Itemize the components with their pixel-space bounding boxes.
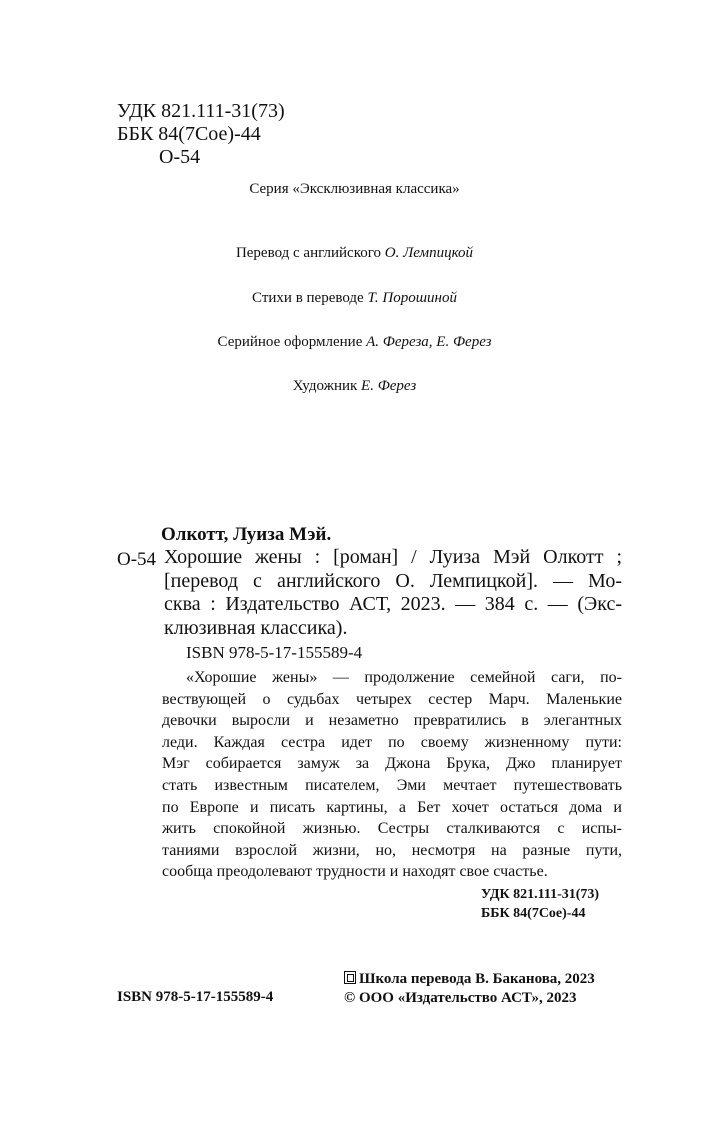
design-credit	[0, 334, 709, 351]
artist-credit	[0, 378, 709, 395]
bib-isbn: ISBN 978-5-17-155589-4	[186, 643, 363, 662]
poems-translator-name: Т. Порошиной	[367, 290, 457, 306]
copyright-school-text: Школа перевода В. Баканова, 2023	[359, 971, 595, 987]
abstract-line: сообща преодолевают трудности и находят свое счастье.	[162, 863, 548, 881]
bbk-code-bottom: ББК 84(7Сое)-44	[481, 906, 586, 921]
translation-credit	[0, 245, 709, 262]
copyright-school	[344, 970, 595, 989]
translation-rights-icon	[344, 971, 356, 984]
abstract	[162, 667, 622, 883]
artist-name: Е. Ферез	[361, 378, 417, 394]
author-heading: Олкотт, Луиза Мэй.	[161, 524, 332, 545]
translation-label: Перевод с английского	[235, 245, 382, 261]
classification-codes-bottom	[481, 885, 599, 923]
abstract-line: по Европе и писать картины, а Бет хочет остаться дома и	[162, 798, 622, 816]
artist-label: Художник	[292, 378, 358, 394]
abstract-line: девочки выросли и незаметно превратились в элегантных	[162, 712, 622, 730]
abstract-line: «Хорошие жены» — продолжение семейной саги, по-	[186, 669, 622, 686]
translator-name: О. Лемпицкой	[384, 245, 474, 261]
bib-line: клюзивная классика).	[164, 616, 348, 639]
bibliographic-description	[164, 546, 622, 640]
bib-author-mark: О-54	[117, 549, 157, 570]
author-mark: О-54	[159, 146, 201, 168]
abstract-line: леди. Каждая сестра идет по своему жизненному пути:	[162, 733, 622, 751]
copyright-block	[344, 970, 595, 1008]
abstract-line: таниями взрослой жизни, но, несмотря на разные пути,	[162, 841, 622, 859]
classification-codes	[117, 100, 285, 169]
poems-credit	[0, 290, 709, 307]
abstract-line: стать известным писателем, Эми мечтает путешествовать	[162, 776, 622, 794]
abstract-line: вествующей о судьбах четырех сестер Марч. Маленькие	[162, 690, 622, 708]
copyright-publisher: © ООО «Издательство АСТ», 2023	[344, 990, 577, 1006]
udk-code-bottom: УДК 821.111-31(73)	[481, 887, 600, 902]
series-line: Серия «Эксклюзивная классика»	[249, 181, 460, 197]
bib-line: Хорошие жены : [роман] / Луиза Мэй Олкотт ;	[164, 546, 622, 568]
designer-names: А. Фереза, Е. Ферез	[366, 334, 492, 350]
design-label: Серийное оформление	[217, 334, 363, 350]
bib-line: [перевод с английского О. Лемпицкой]. — Мо-	[164, 569, 622, 592]
abstract-line: Мэг собирается замуж за Джона Брука, Джо планирует	[162, 755, 622, 773]
bib-line: сква : Издательство АСТ, 2023. — 384 с. — (Экс-	[164, 593, 622, 615]
bbk-code: ББК 84(7Сое)-44	[117, 123, 261, 145]
abstract-line: жить спокойной жизнью. Сестры сталкиваются с испы-	[162, 820, 622, 838]
udk-code: УДК 821.111-31(73)	[117, 100, 285, 122]
poems-label: Стихи в переводе	[252, 290, 364, 306]
footer-isbn: ISBN 978-5-17-155589-4	[117, 989, 274, 1005]
